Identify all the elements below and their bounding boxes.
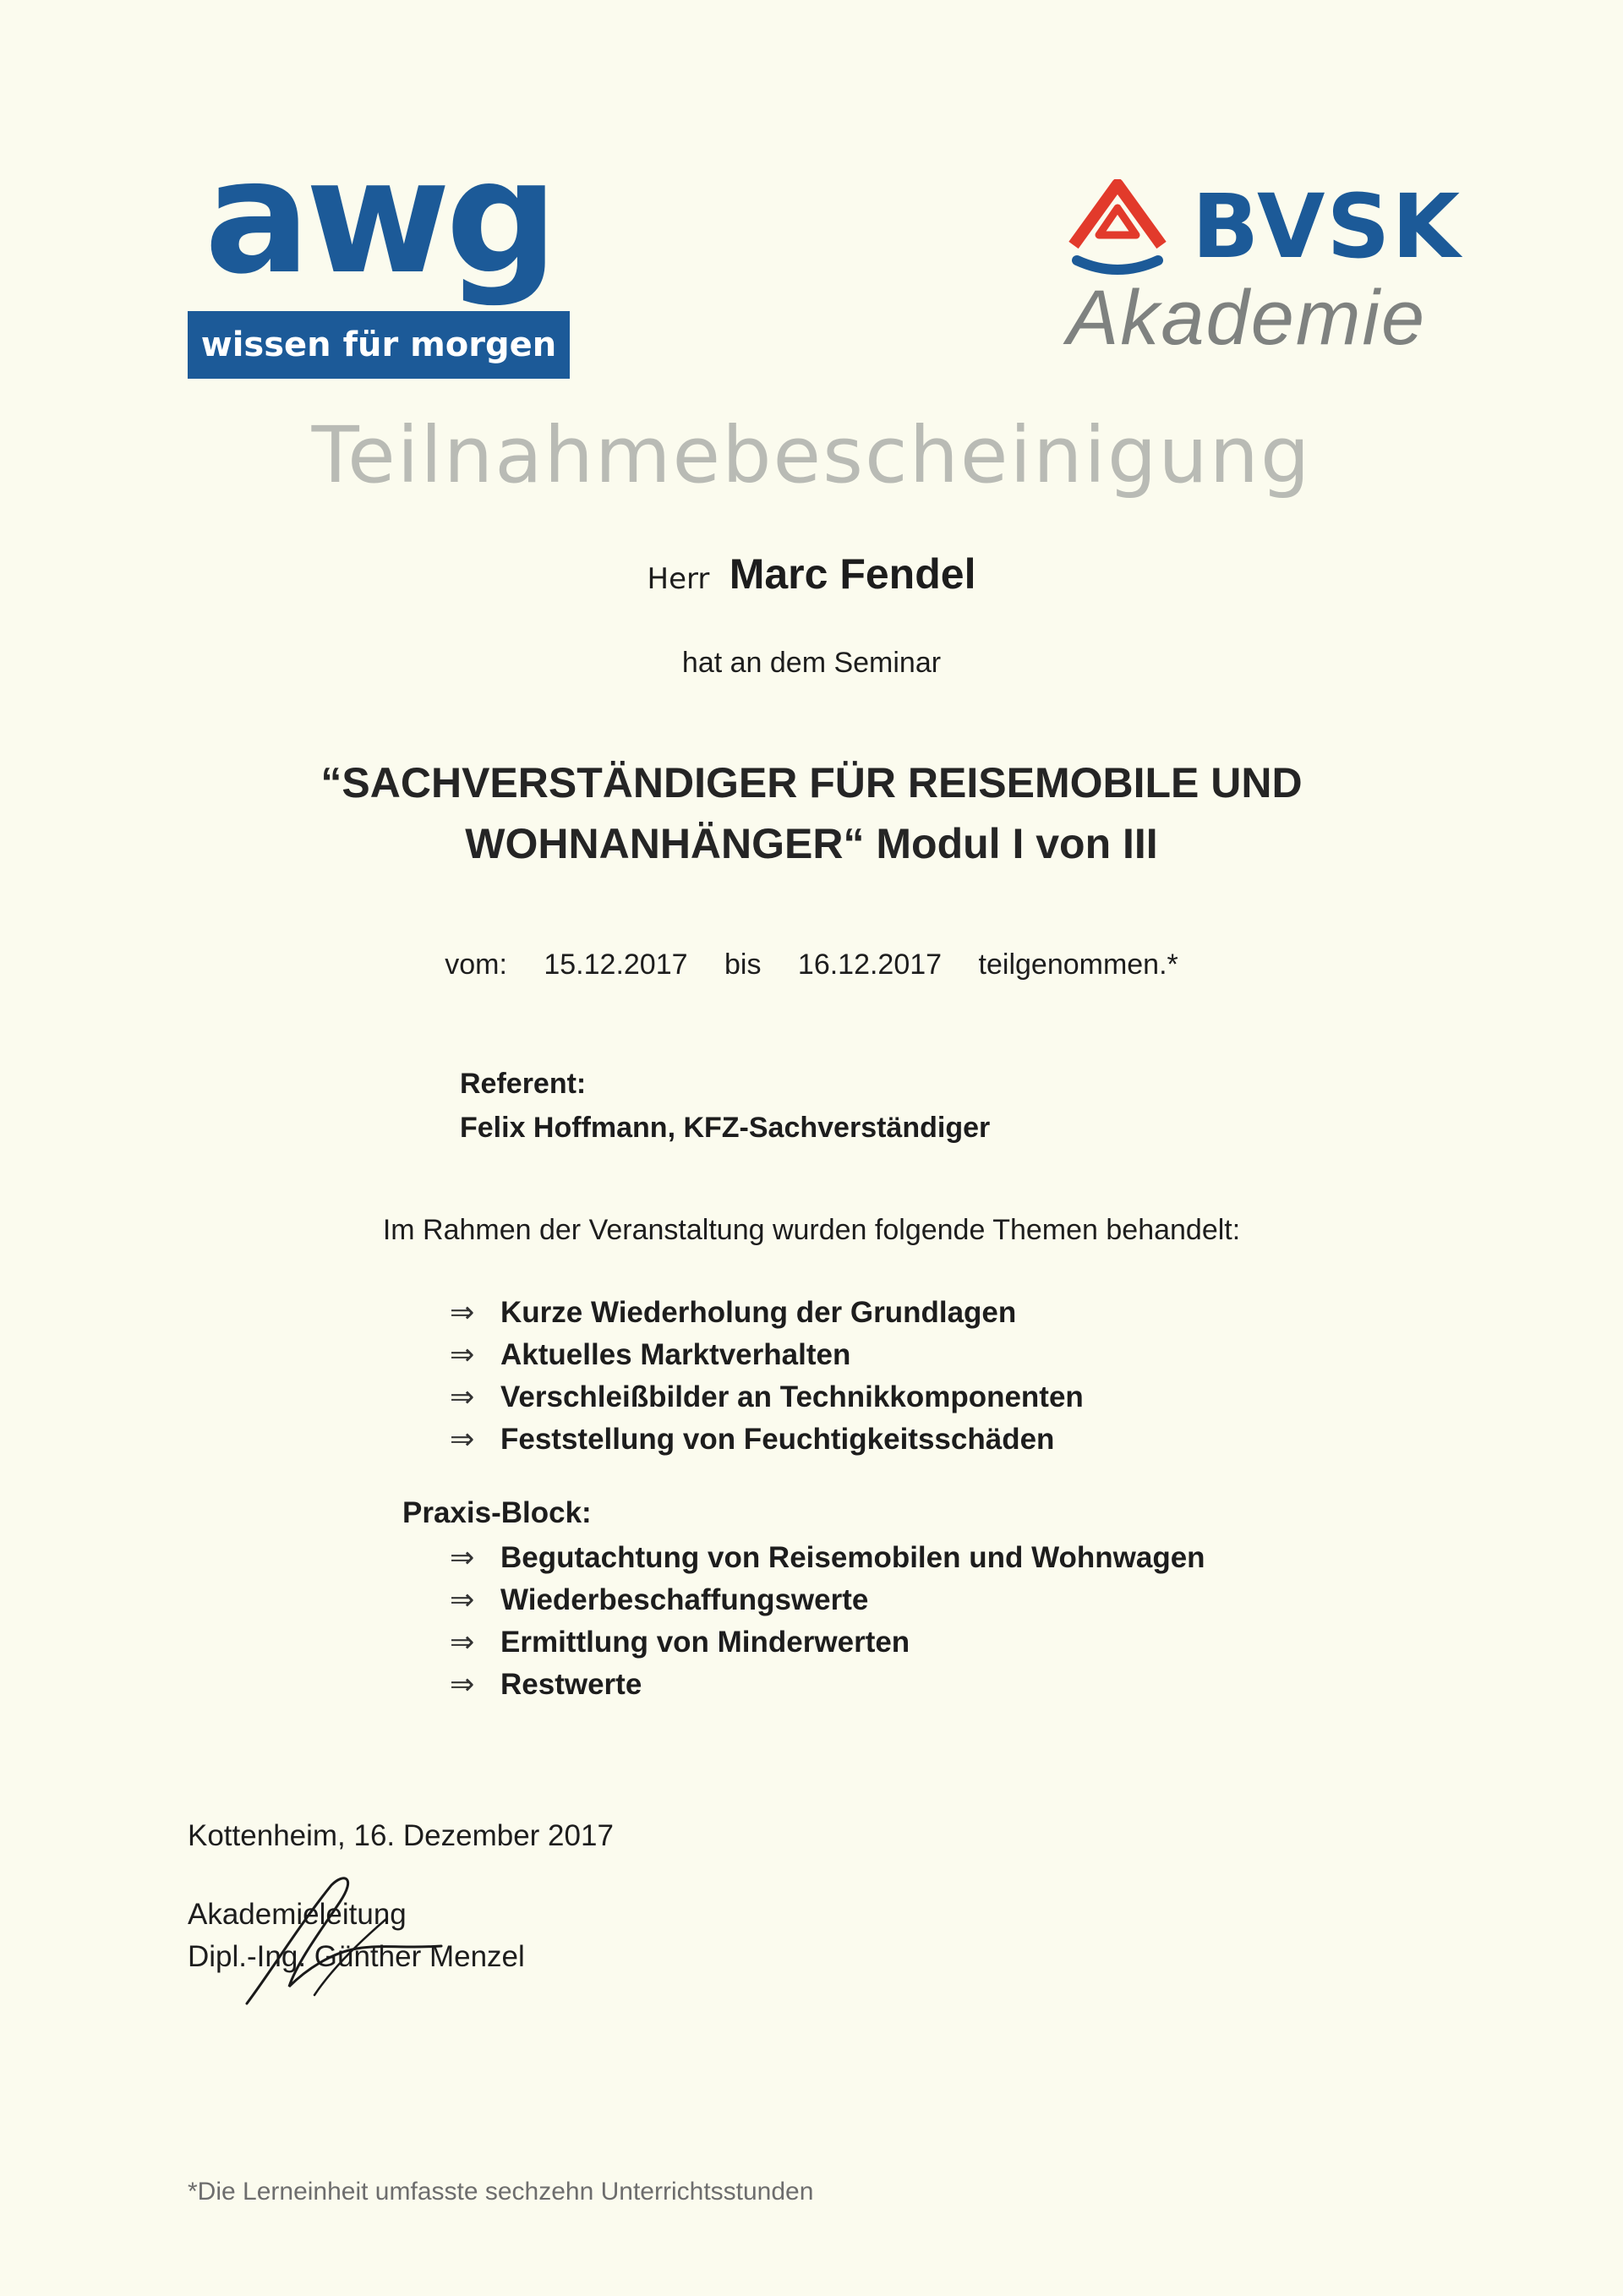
list-item: [450, 1376, 1084, 1419]
topics-list: [450, 1292, 1084, 1461]
referent-value: Felix Hoffmann, KFZ-Sachverständiger: [460, 1112, 991, 1144]
bvsk-logo-name: BVSK: [1192, 175, 1462, 278]
signatory-role: Akademieleitung: [188, 1898, 407, 1931]
arrow-icon: ⇒: [450, 1338, 475, 1371]
topics-intro: Im Rahmen der Veranstaltung wurden folgende Themen behandelt:: [382, 1214, 1241, 1246]
list-item: [450, 1334, 1084, 1376]
end-date: 16.12.2017: [797, 948, 943, 981]
footnote: *Die Lerneinheit umfasste sechzehn Unterrichtsstunden: [188, 2178, 814, 2206]
awg-logo: [188, 125, 570, 380]
topic-text: Feststellung von Feuchtigkeitsschäden: [500, 1423, 1055, 1456]
list-item: [450, 1664, 1205, 1706]
place-and-date: Kottenheim, 16. Dezember 2017: [188, 1819, 614, 1852]
arrow-icon: ⇒: [450, 1423, 475, 1456]
arrow-icon: ⇒: [450, 1541, 475, 1574]
arrow-icon: ⇒: [450, 1380, 475, 1413]
date-range: [0, 948, 1623, 981]
date-suffix: teilgenommen.*: [978, 948, 1178, 981]
seminar-title-line-2: WOHNANHÄNGER“ Modul I von III: [465, 820, 1158, 867]
seminar-title: [0, 752, 1623, 874]
list-item: [450, 1292, 1084, 1334]
handwritten-signature: [238, 1868, 450, 2012]
awg-logo-word: awg: [204, 125, 554, 309]
arrow-icon: ⇒: [450, 1583, 475, 1616]
date-connector: bis: [724, 948, 762, 981]
topic-text: Verschleißbilder an Technikkomponenten: [500, 1380, 1084, 1413]
list-item: [450, 1621, 1205, 1664]
recipient-salutation: Herr: [647, 562, 710, 596]
referent-label: Referent:: [460, 1068, 587, 1100]
praxis-text: Ermittlung von Minderwerten: [500, 1626, 910, 1659]
recipient-name: Marc Fendel: [729, 550, 976, 598]
list-item: [450, 1537, 1205, 1579]
date-label: vom:: [445, 948, 507, 981]
arrow-icon: ⇒: [450, 1296, 475, 1329]
praxis-text: Begutachtung von Reisemobilen und Wohnwagen: [500, 1541, 1205, 1574]
bvsk-logo-icon: [1067, 179, 1168, 279]
seminar-title-line-1: “SACHVERSTÄNDIGER FÜR REISEMOBILE UND: [320, 759, 1303, 806]
list-item: [450, 1419, 1084, 1461]
arrow-icon: ⇒: [450, 1626, 475, 1659]
referent-block: [460, 1062, 990, 1150]
praxis-heading: Praxis-Block:: [402, 1496, 592, 1529]
seminar-intro: hat an dem Seminar: [681, 647, 942, 679]
topic-text: Aktuelles Marktverhalten: [500, 1338, 851, 1371]
praxis-text: Wiederbeschaffungswerte: [500, 1583, 869, 1616]
signatory-name: Dipl.-Ing. Günther Menzel: [188, 1940, 525, 1973]
arrow-icon: ⇒: [450, 1668, 475, 1701]
recipient-line: [0, 549, 1623, 599]
praxis-text: Restwerte: [500, 1668, 642, 1701]
start-date: 15.12.2017: [544, 948, 688, 981]
list-item: [450, 1579, 1205, 1621]
praxis-list: [450, 1537, 1205, 1706]
topic-text: Kurze Wiederholung der Grundlagen: [500, 1296, 1017, 1329]
bvsk-logo-subtitle: Akademie: [1067, 275, 1427, 361]
certificate-title: Teilnahmebescheinigung: [311, 410, 1312, 500]
awg-logo-tagline: wissen für morgen: [188, 311, 570, 379]
